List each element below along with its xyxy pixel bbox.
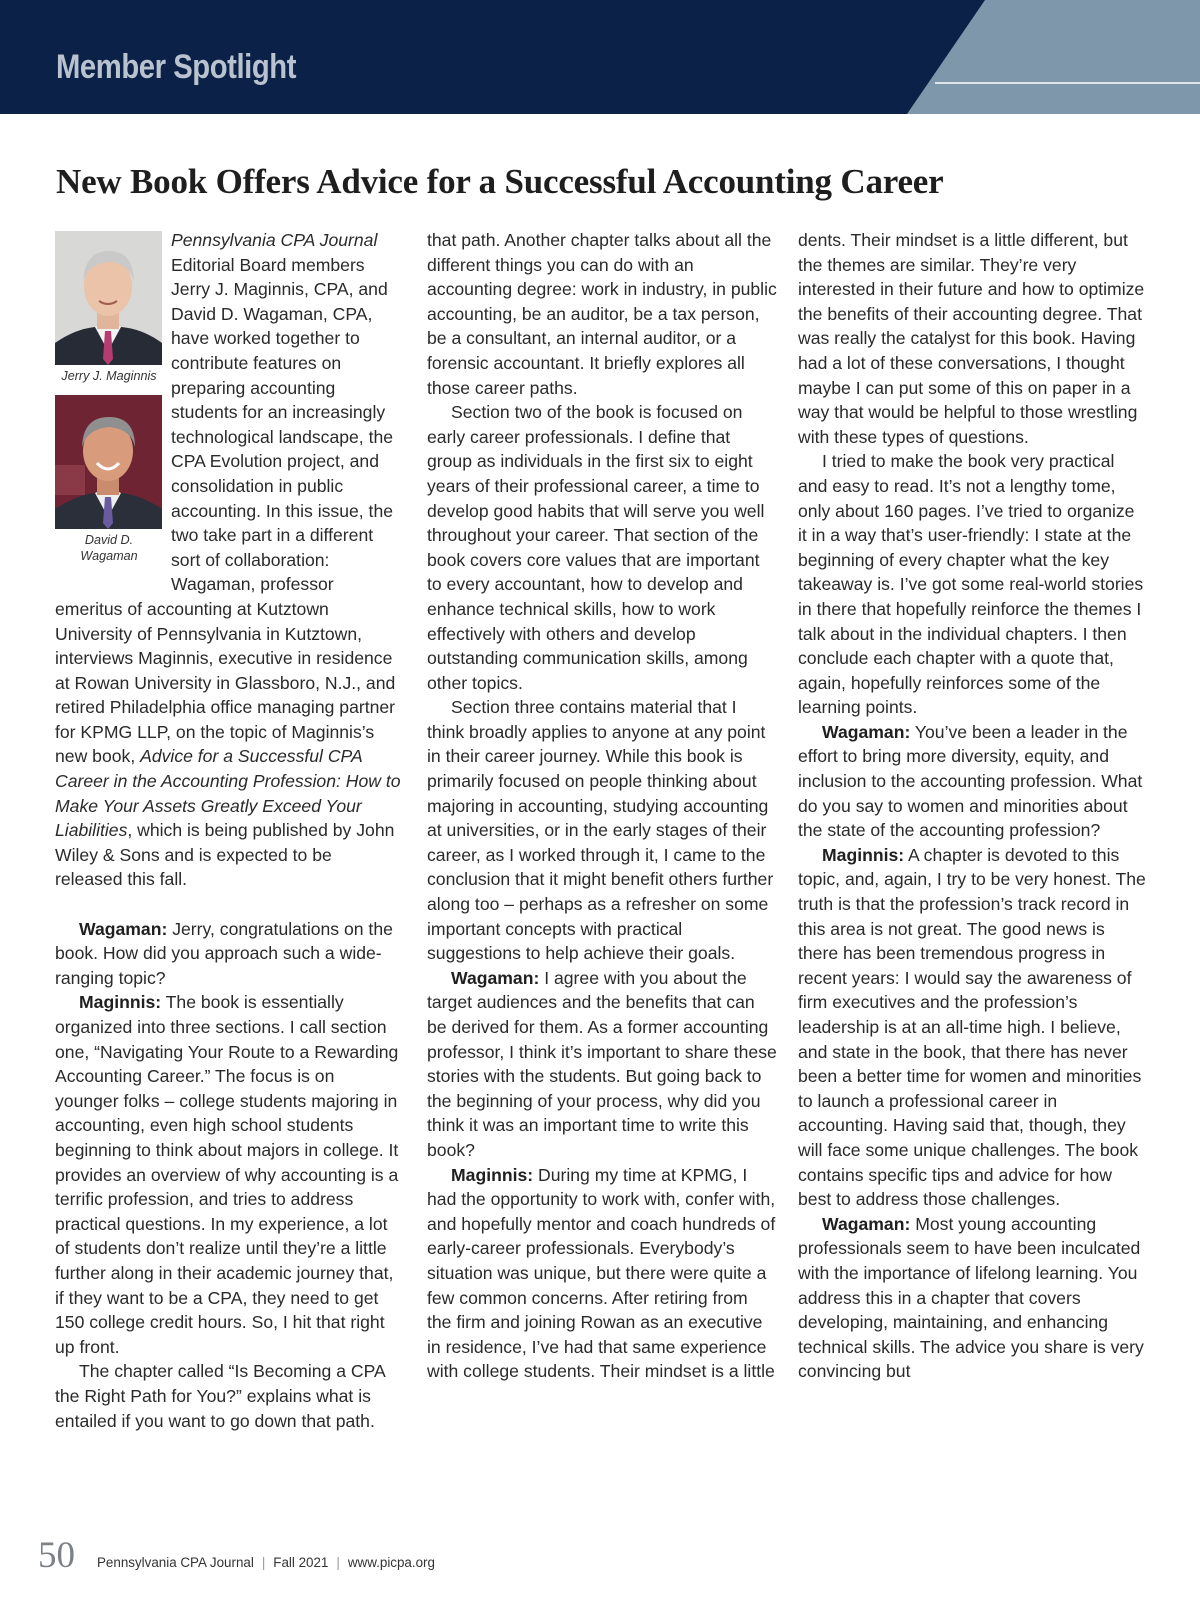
book-title: Advice for a Successful CPA Career in the Accounting Profession: How to Make Your Assets Greatly Exceed Your Liabilities <box>55 746 401 841</box>
interview-question: Wagaman: I agree with you about the target audiences and the benefits that can be derived for them. As a former accounting professor, I think it’s important to share these stories with the students. But going back to the beginning of your process, why did you think it was an important time to write this book? <box>427 967 777 1160</box>
interview-question: Wagaman: Most young accounting professionals seem to have been inculcated with the importance of lifelong learning. You address this in a chapter that covers developing, maintaining, and enhancing technical skills. The advice you share is very convincing but <box>798 1213 1144 1382</box>
body-paragraph: Section two of the book is focused on early career professionals. I define that group as individuals in the first six to eight years of their professional career, a time to develop good habits that will serve you well throughout your career. That section of the book covers core values that are important to every accountant, how to develop and enhance technical skills, how to work effectively with others and develop outstanding communication skills, among other topics. <box>427 402 765 693</box>
footer-website-link[interactable]: www.picpa.org <box>347 1555 435 1570</box>
photo-jerry-maginnis <box>55 231 162 365</box>
page-number: 50 <box>38 1535 75 1576</box>
photo-david-wagaman <box>55 395 162 529</box>
body-paragraph: I tried to make the book very practical and easy to read. It’s not a lengthy tome, only about 160 pages. I’ve tried to organize it in a way that’s user-friendly: I state at the beginning of every chapter what the key takeaway is. I’ve got some real-world stories in there that hopefully reinforce the themes I talk about in the individual chapters. I then conclude each chapter with a quote that, again, hopefully reinforces some of the learning points. <box>798 451 1144 718</box>
article-column-3 <box>798 228 1148 1384</box>
body-paragraph: The chapter called “Is Becoming a CPA the Right Path for You?” explains what is entailed if you want to go down that path. <box>55 1361 385 1431</box>
intro-paragraph: Pennsylvania CPA Journal Editorial Board members Jerry J. Maginnis, CPA, and David D. Wagaman, CPA, have worked together to contribute features on preparing accounting students for an increasingly technological landscape, the CPA Evolution project, and consolidation in public accounting. In this issue, the two take part in a different sort of collaboration: Wagaman, professor emeritus of accounting at Kutztown University of Pennsylvania in Kutztown, interviews Maginnis, executive in residence at Rowan University in Glassboro, N.J., and retired Philadelphia office managing partner for KPMG LLP, on the topic of Maginnis’s new book, Advice for a Successful CPA Career in the Accounting Profession: How to Make Your Assets Greatly Exceed Your Liabilities, which is being published by John Wiley & Sons and is expected to be released this fall. <box>55 230 401 890</box>
speaker-label: Wagaman: <box>822 1213 911 1234</box>
section-label: Member Spotlight <box>56 48 297 86</box>
photo-caption: Jerry J. Maginnis <box>61 369 157 383</box>
speaker-label: Wagaman: <box>451 967 540 988</box>
speaker-label: Wagaman: <box>79 918 168 939</box>
footer-separator: | <box>261 1555 266 1570</box>
article-column-2 <box>427 228 777 1384</box>
speaker-label: Maginnis: <box>822 844 905 865</box>
footer-separator: | <box>336 1555 340 1570</box>
interview-answer: Maginnis: A chapter is devoted to this topic, and, again, I try to be very honest. The truth is that the profession’s track record in this area is not great. The good news is there has been tremendous progress in recent years: I would say the awareness of firm executives and the profession’s leadership is at an all-time high. I believe, and state in the book, that there has never been a better time for women and minorities to launch a professional career in accounting. Having said that, though, they will face some unique challenges. The book contains specific tips and advice for how best to address those challenges. <box>798 844 1146 1210</box>
interview-answer: Maginnis: The book is essentially organized into three sections. I call section one, “Navigating Your Route to a Rewarding Accounting Career.” The focus is on younger folks – college students majoring in accounting, even high school students beginning to think about majors in college. It provides an overview of why accounting is a terrific profession, and tries to address practical questions. In my experience, a lot of students don’t realize until they’re a little further along in their academic journey that, if they want to be a CPA, they need to get 150 college credit hours. So, I hit that right up front. <box>55 992 399 1357</box>
interview-question: Wagaman: You’ve been a leader in the effort to bring more diversity, equity, and inclusion to the accounting profession. What do you say to women and minorities about the state of the accounting profession? <box>798 721 1143 841</box>
portrait-wagaman-image <box>55 395 162 529</box>
author-photos <box>55 231 163 575</box>
journal-name: Pennsylvania CPA Journal <box>171 230 378 250</box>
portrait-maginnis-image <box>55 231 162 365</box>
footer-issue: Fall 2021 <box>273 1555 329 1570</box>
body-paragraph-continued: that path. Another chapter talks about all the different things you can do with an accounting degree: work in industry, in public accounting, be an auditor, be a tax person, be a consultant, an internal auditor, or a forensic accountant. It briefly explores all those career paths. <box>427 230 777 398</box>
footer-publication: Pennsylvania CPA Journal <box>97 1555 254 1570</box>
body-paragraph: Section three contains material that I think broadly applies to anyone at any point in their career journey. While this book is primarily focused on people thinking about majoring in accounting, studying accounting at universities, or in the early stages of their career, as I worked through it, I came to the conclusion that it might benefit others further along too – perhaps as a refresher on some important concepts with practical suggestions to help achieve their goals. <box>427 697 774 964</box>
section-banner <box>0 0 1200 114</box>
speaker-label: Maginnis: <box>79 992 162 1013</box>
page-footer <box>38 1534 435 1574</box>
interview-answer: Maginnis: During my time at KPMG, I had the opportunity to work with, confer with, and hopefully mentor and coach hundreds of early-career professionals. Everybody’s situation was unique, but there were quite a few common concerns. After retiring from the firm and joining Rowan as an executive in residence, I’ve had that same experience with college students. Their mindset is a little <box>427 1164 776 1382</box>
photo-caption: David D. Wagaman <box>80 532 138 563</box>
article-headline: New Book Offers Advice for a Successful Accounting Career <box>56 162 944 201</box>
article-column-1 <box>55 228 402 1433</box>
body-paragraph-continued: dents. Their mindset is a little different, but the themes are similar. They’re very interested in their future and how to optimize the benefits of their accounting degree. That was really the catalyst for this book. Having had a lot of these conversations, I thought maybe I can put some of this on paper in a way that would be helpful to those wrestling with these types of questions. <box>798 230 1145 447</box>
speaker-label: Wagaman: <box>822 721 911 742</box>
interview-question: Wagaman: Jerry, congratulations on the book. How did you approach such a wide-ranging topic? <box>55 918 393 988</box>
speaker-label: Maginnis: <box>451 1164 534 1185</box>
